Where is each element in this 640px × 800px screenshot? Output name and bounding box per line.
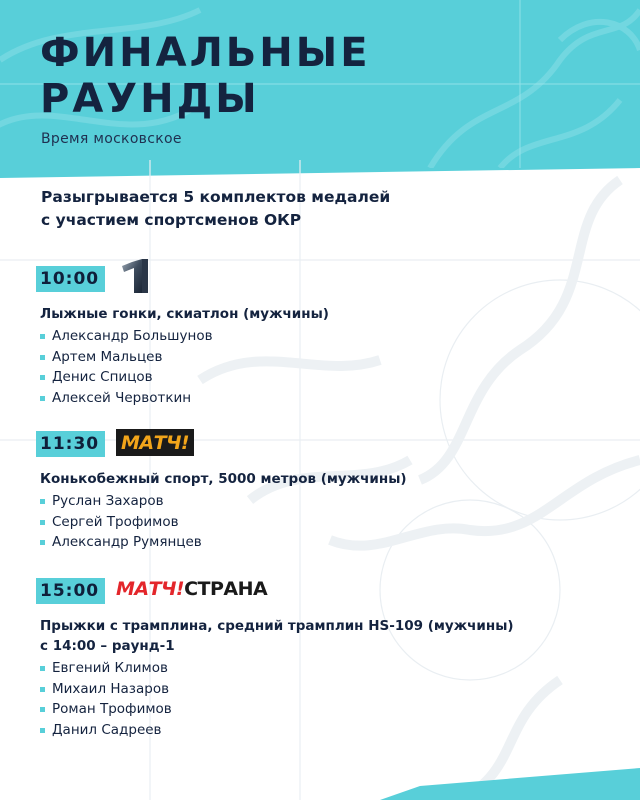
page-title bbox=[40, 30, 371, 122]
title-line-2: РАУНДЫ bbox=[40, 76, 260, 122]
event-block bbox=[40, 578, 514, 741]
event-block bbox=[40, 266, 329, 409]
match-tv-logo bbox=[116, 429, 194, 456]
athlete-list bbox=[40, 658, 514, 741]
event-header bbox=[40, 266, 329, 296]
intro-text bbox=[41, 186, 390, 232]
page-subtitle: Время московское bbox=[41, 131, 182, 147]
footer-accent bbox=[380, 766, 640, 800]
list-item: Александр Румянцев bbox=[40, 532, 407, 553]
match-logo-text-a: МАТЧ! bbox=[116, 578, 185, 600]
event-title: Прыжки с трамплина, средний трамплин HS-109 (мужчины) bbox=[40, 618, 514, 634]
match-logo-text-b: СТРАНА bbox=[184, 578, 268, 600]
time-badge: 10:00 bbox=[36, 266, 105, 292]
event-header bbox=[40, 578, 514, 608]
event-title: Конькобежный спорт, 5000 метров (мужчины) bbox=[40, 471, 407, 487]
channel-one-icon bbox=[118, 258, 152, 294]
event-note: с 14:00 – раунд-1 bbox=[40, 638, 175, 654]
athlete-list bbox=[40, 326, 329, 409]
event-block bbox=[40, 431, 407, 553]
header-banner bbox=[0, 0, 640, 168]
title-line-1: ФИНАЛЬНЫЕ bbox=[40, 30, 371, 76]
list-item: Руслан Захаров bbox=[40, 491, 407, 512]
list-item: Роман Трофимов bbox=[40, 699, 514, 720]
time-badge: 11:30 bbox=[36, 431, 105, 457]
list-item: Артем Мальцев bbox=[40, 347, 329, 368]
list-item: Алексей Червоткин bbox=[40, 388, 329, 409]
match-logo-text: МАТЧ! bbox=[121, 432, 190, 454]
match-strana-logo bbox=[116, 577, 267, 601]
intro-line-1: Разыгрывается 5 комплектов медалей bbox=[41, 188, 391, 206]
athlete-list bbox=[40, 491, 407, 553]
list-item: Александр Большунов bbox=[40, 326, 329, 347]
list-item: Денис Спицов bbox=[40, 367, 329, 388]
event-header bbox=[40, 431, 407, 461]
list-item: Сергей Трофимов bbox=[40, 512, 407, 533]
event-title: Лыжные гонки, скиатлон (мужчины) bbox=[40, 306, 329, 322]
list-item: Евгений Климов bbox=[40, 658, 514, 679]
list-item: Михаил Назаров bbox=[40, 679, 514, 700]
intro-line-2: с участием спортсменов ОКР bbox=[41, 211, 302, 229]
list-item: Данил Садреев bbox=[40, 720, 514, 741]
time-badge: 15:00 bbox=[36, 578, 105, 604]
